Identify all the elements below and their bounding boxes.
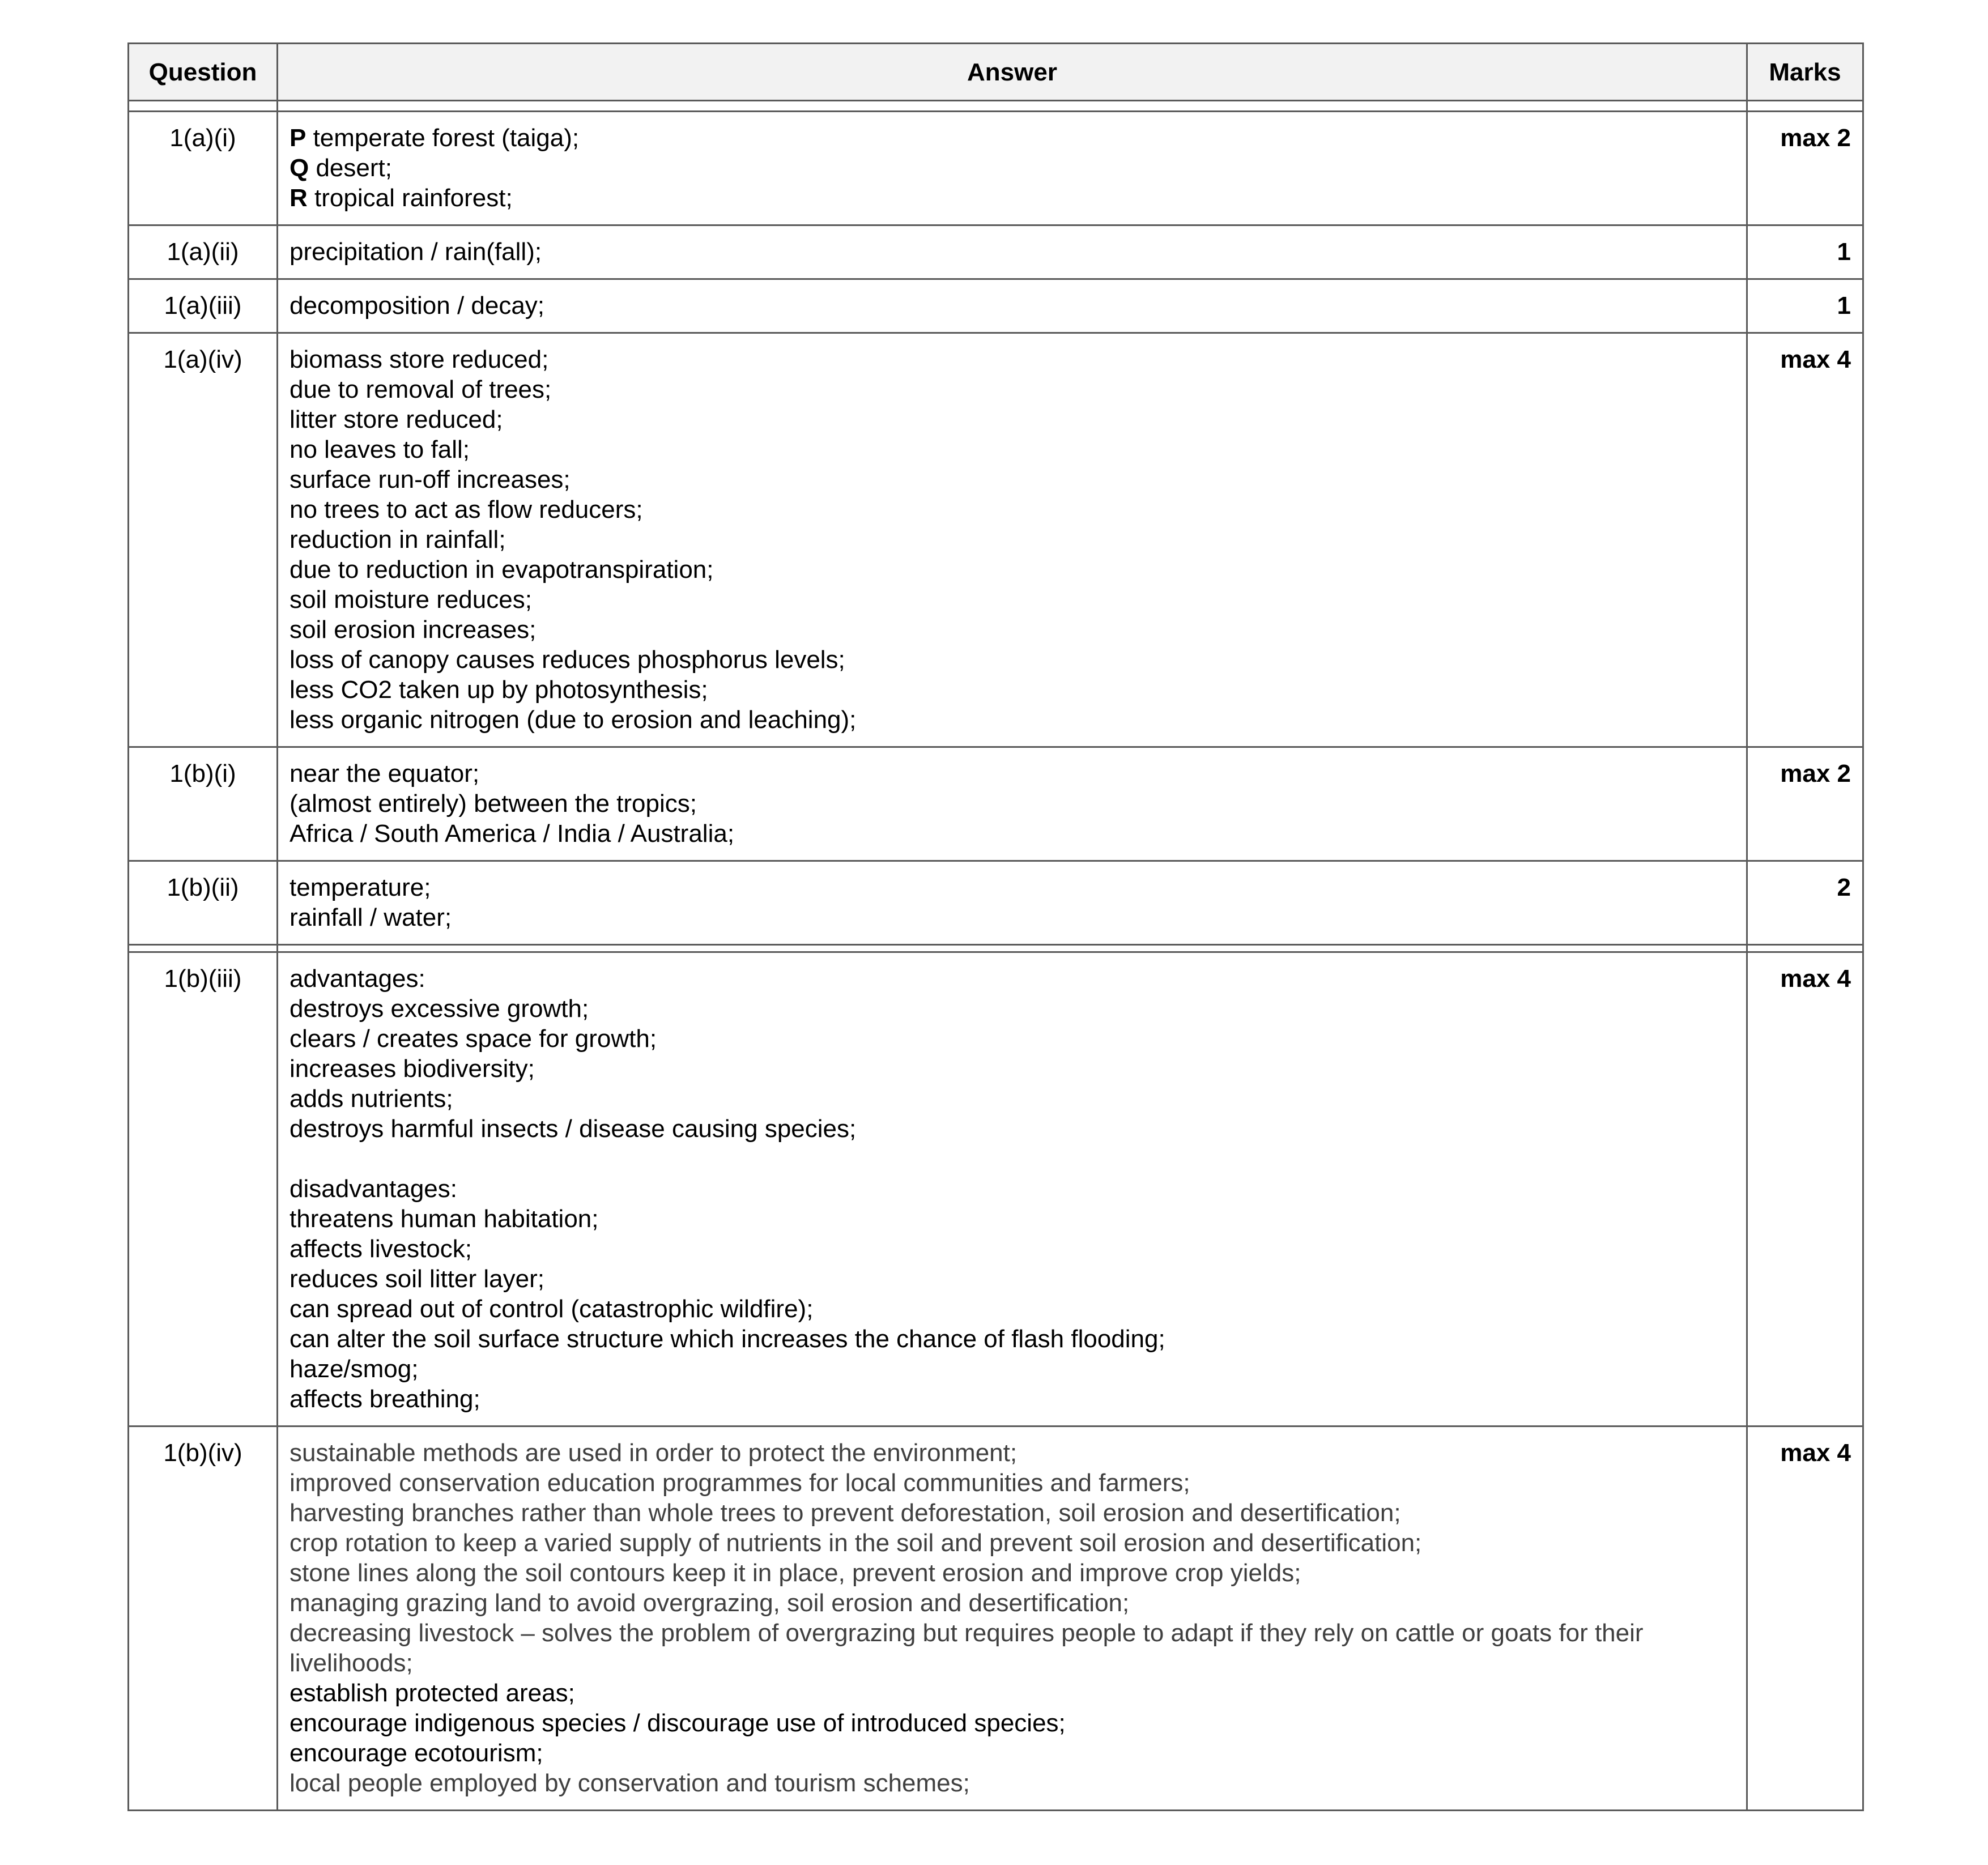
answer-line: crop rotation to keep a varied supply of nutrients in the soil and prevent soil erosion and desertification; <box>290 1529 1422 1557</box>
answer-line: due to reduction in evapotranspiration; <box>290 556 714 584</box>
marks-value: 1 <box>1747 225 1863 279</box>
mark-scheme-body <box>129 101 1863 1811</box>
answer-line: temperature; <box>290 874 431 901</box>
marks-value: max 2 <box>1747 112 1863 225</box>
answer-letter-label: Q <box>290 154 309 182</box>
mark-scheme-table <box>127 42 1864 1811</box>
answer-line: no trees to act as flow reducers; <box>290 496 643 523</box>
table-row <box>129 861 1863 945</box>
answer-line: can alter the soil surface structure which increases the chance of flash flooding; <box>290 1325 1165 1353</box>
answer-letter-label: R <box>290 184 308 212</box>
answer-line: encourage ecotourism; <box>290 1739 543 1767</box>
answer-line: reduces soil litter layer; <box>290 1265 544 1293</box>
marks-value: 1 <box>1747 279 1863 333</box>
answer-cell <box>278 952 1747 1427</box>
page-break-cell <box>129 945 278 952</box>
question-number: 1(b)(iv) <box>129 1427 278 1811</box>
marks-value: max 4 <box>1747 952 1863 1427</box>
question-number: 1(a)(iii) <box>129 279 278 333</box>
spacer-cell <box>278 101 1747 112</box>
answer-line: advantages: <box>290 965 425 993</box>
answer-line <box>290 183 1735 213</box>
spacer-cell <box>129 101 278 112</box>
answer-line: harvesting branches rather than whole trees to prevent deforestation, soil erosion and desertification; <box>290 1499 1401 1527</box>
answer-line: threatens human habitation; <box>290 1205 599 1233</box>
answer-line: increases biodiversity; <box>290 1055 535 1083</box>
answer-line: biomass store reduced; <box>290 346 549 373</box>
answer-line: stone lines along the soil contours keep it in place, prevent erosion and improve crop yields; <box>290 1559 1301 1587</box>
answer-line <box>290 153 1735 183</box>
answer-line: decreasing livestock – solves the problem of overgrazing but requires people to adapt if they rely on cattle or goats for their livelihoods; <box>290 1619 1650 1677</box>
answer-line: precipitation / rain(fall); <box>290 238 542 266</box>
table-row <box>129 279 1863 333</box>
answer-cell <box>278 861 1747 945</box>
answer-line: soil erosion increases; <box>290 616 537 644</box>
answer-line: due to removal of trees; <box>290 376 552 403</box>
answer-letter-label: P <box>290 124 306 152</box>
answer-line: no leaves to fall; <box>290 436 470 463</box>
marks-value: max 2 <box>1747 747 1863 861</box>
answer-line <box>290 123 1735 153</box>
answer-line: Africa / South America / India / Australia; <box>290 820 735 848</box>
header-answer: Answer <box>278 44 1747 101</box>
answer-line: (almost entirely) between the tropics; <box>290 790 697 817</box>
page-break-row <box>129 945 1863 952</box>
answer-line: surface run-off increases; <box>290 466 571 493</box>
answer-cell <box>278 333 1747 747</box>
question-number: 1(a)(iv) <box>129 333 278 747</box>
marks-value: max 4 <box>1747 333 1863 747</box>
question-number: 1(b)(i) <box>129 747 278 861</box>
answer-text: temperate forest (taiga); <box>306 124 580 152</box>
answer-line: disadvantages: <box>290 1175 457 1203</box>
answer-line: affects breathing; <box>290 1385 480 1413</box>
answer-cell <box>278 225 1747 279</box>
answer-cell <box>278 112 1747 225</box>
answer-line: reduction in rainfall; <box>290 526 506 553</box>
answer-line: can spread out of control (catastrophic wildfire); <box>290 1295 814 1323</box>
table-row <box>129 112 1863 225</box>
marks-value: 2 <box>1747 861 1863 945</box>
answer-line: loss of canopy causes reduces phosphorus levels; <box>290 646 845 674</box>
table-row <box>129 747 1863 861</box>
answer-line: sustainable methods are used in order to protect the environment; <box>290 1439 1018 1467</box>
answer-cell <box>278 1427 1747 1811</box>
page-break-cell <box>1747 945 1863 952</box>
answer-line: less CO2 taken up by photosynthesis; <box>290 676 708 704</box>
table-row <box>129 333 1863 747</box>
answer-line: establish protected areas; <box>290 1679 575 1707</box>
answer-cell <box>278 279 1747 333</box>
answer-line: encourage indigenous species / discourage use of introduced species; <box>290 1709 1066 1737</box>
spacer-cell <box>1747 101 1863 112</box>
question-number: 1(a)(ii) <box>129 225 278 279</box>
table-row <box>129 225 1863 279</box>
table-row <box>129 1427 1863 1811</box>
answer-line: litter store reduced; <box>290 406 503 433</box>
answer-line: decomposition / decay; <box>290 292 545 320</box>
question-number: 1(b)(ii) <box>129 861 278 945</box>
answer-text: desert; <box>309 154 392 182</box>
header-marks: Marks <box>1747 44 1863 101</box>
answer-line: haze/smog; <box>290 1355 419 1383</box>
answer-line: destroys harmful insects / disease causing species; <box>290 1115 857 1143</box>
question-number: 1(b)(iii) <box>129 952 278 1427</box>
page-break-cell <box>278 945 1747 952</box>
answer-line: soil moisture reduces; <box>290 586 532 614</box>
marks-value: max 4 <box>1747 1427 1863 1811</box>
table-row <box>129 952 1863 1427</box>
answer-line: destroys excessive growth; <box>290 995 589 1023</box>
answer-line: adds nutrients; <box>290 1085 453 1113</box>
header-spacer <box>129 101 1863 112</box>
answer-line: improved conservation education programmes for local communities and farmers; <box>290 1469 1190 1497</box>
answer-line: less organic nitrogen (due to erosion and leaching); <box>290 706 857 734</box>
answer-line: affects livestock; <box>290 1235 472 1263</box>
answer-text: tropical rainforest; <box>307 184 513 212</box>
header-row <box>129 44 1863 101</box>
answer-line: managing grazing land to avoid overgrazing, soil erosion and desertification; <box>290 1589 1130 1617</box>
answer-line: local people employed by conservation and tourism schemes; <box>290 1769 970 1797</box>
answer-line: rainfall / water; <box>290 904 452 931</box>
answer-line: near the equator; <box>290 760 480 787</box>
answer-line: clears / creates space for growth; <box>290 1025 657 1053</box>
answer-cell <box>278 747 1747 861</box>
header-question: Question <box>129 44 278 101</box>
question-number: 1(a)(i) <box>129 112 278 225</box>
mark-scheme <box>127 42 1864 1811</box>
blank-line <box>290 1144 1735 1174</box>
